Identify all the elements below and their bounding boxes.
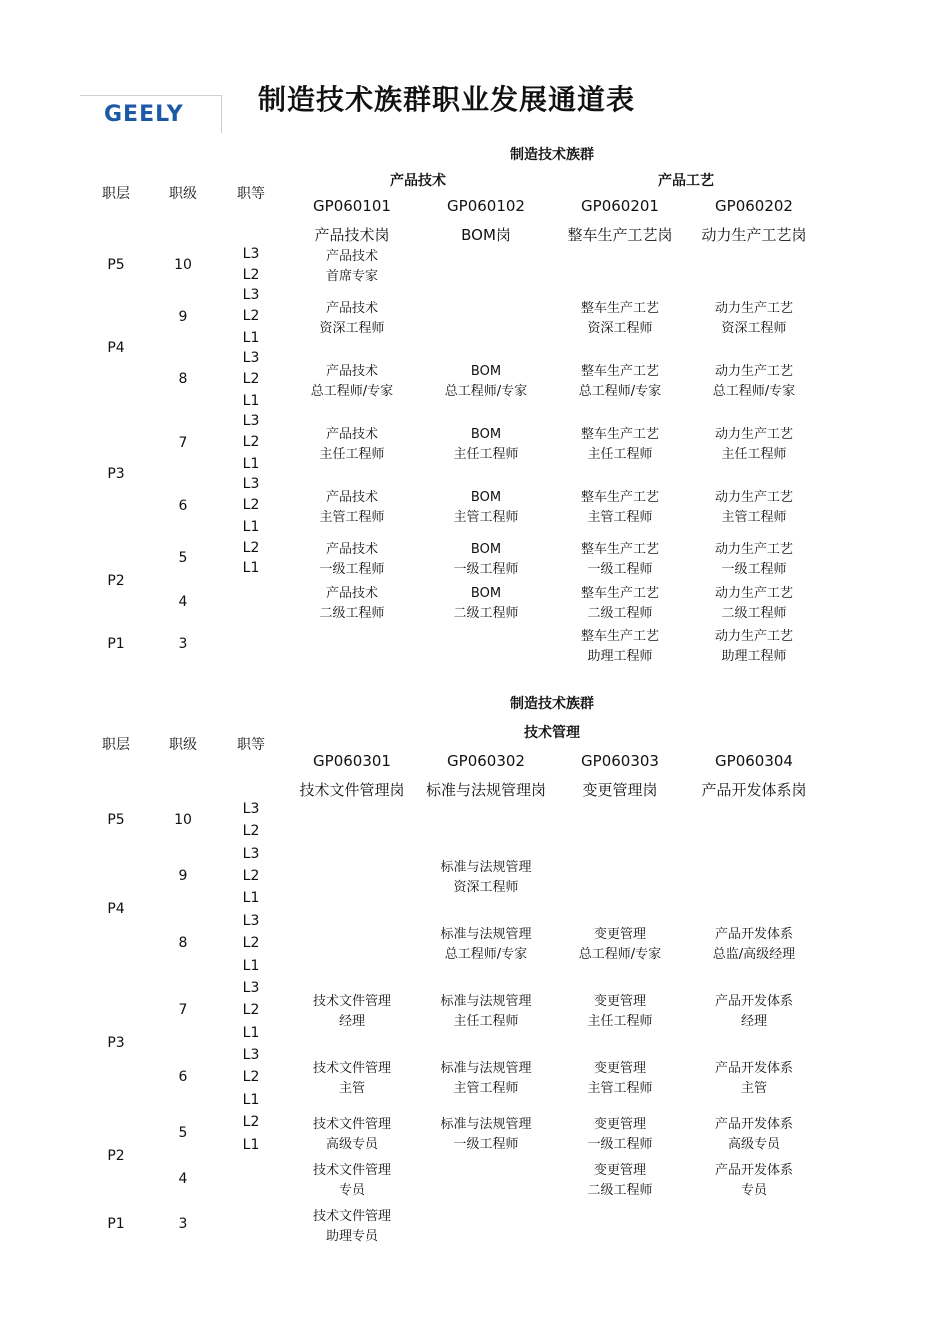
grade-label: 7 [178, 1002, 188, 1018]
career-cell: 整车生产工艺 二级工程师 [580, 586, 660, 621]
post-name: 变更管理岗 [582, 781, 658, 799]
rank-label: L2 [242, 434, 260, 450]
post-name: 产品技术岗 [314, 226, 390, 244]
post-name: 产品开发体系岗 [701, 781, 807, 799]
career-cell: BOM 一级工程师 [453, 542, 519, 577]
post-name: 整车生产工艺岗 [567, 226, 673, 244]
family-heading: 制造技术族群 [510, 696, 594, 712]
rank-label: L3 [242, 980, 260, 996]
rank-label: L1 [242, 560, 260, 576]
layer-label: P4 [107, 340, 125, 356]
grade-label: 5 [178, 550, 188, 566]
rank-label: L3 [242, 287, 260, 303]
grade-label: 4 [178, 1171, 188, 1187]
grade-label: 6 [178, 1069, 188, 1085]
rank-label: L2 [242, 868, 260, 884]
grade-label: 8 [178, 371, 188, 387]
rank-label: L3 [242, 246, 260, 262]
career-cell: 技术文件管理 专员 [312, 1163, 392, 1198]
job-code: GP060102 [447, 197, 525, 215]
career-cell: BOM 主任工程师 [453, 427, 519, 462]
job-code: GP060101 [313, 197, 391, 215]
rank-label: L3 [242, 913, 260, 929]
career-cell: 技术文件管理 高级专员 [312, 1117, 392, 1152]
career-cell: 动力生产工艺 助理工程师 [714, 629, 794, 664]
career-cell: 动力生产工艺 一级工程师 [714, 542, 794, 577]
career-cell: BOM 二级工程师 [453, 586, 519, 621]
grade-label: 9 [178, 868, 188, 884]
career-cell: 整车生产工艺 总工程师/专家 [578, 364, 662, 399]
rank-label: L2 [242, 540, 260, 556]
rank-label: L2 [242, 935, 260, 951]
career-cell: 标准与法规管理 资深工程师 [440, 860, 532, 895]
rank-label: L2 [242, 371, 260, 387]
layer-label: P5 [107, 812, 125, 828]
career-cell: 动力生产工艺 主任工程师 [714, 427, 794, 462]
post-name: 标准与法规管理岗 [425, 781, 547, 799]
layer-header: 职层 [102, 737, 130, 753]
grade-label: 9 [178, 309, 188, 325]
career-cell: 标准与法规管理 总工程师/专家 [440, 927, 532, 962]
layer-label: P1 [107, 636, 125, 652]
career-cell: 标准与法规管理 主管工程师 [440, 1061, 532, 1096]
group-heading: 技术管理 [524, 725, 580, 741]
career-cell: 变更管理 总工程师/专家 [578, 927, 662, 962]
career-cell: 产品技术 资深工程师 [319, 301, 385, 336]
post-name: 动力生产工艺岗 [701, 226, 807, 244]
rank-label: L1 [242, 393, 260, 409]
career-cell: 整车生产工艺 助理工程师 [580, 629, 660, 664]
career-cell: 整车生产工艺 主任工程师 [580, 427, 660, 462]
rank-label: L2 [242, 308, 260, 324]
career-cell: 技术文件管理 经理 [312, 994, 392, 1029]
career-cell: 动力生产工艺 主管工程师 [714, 490, 794, 525]
job-code: GP060302 [447, 752, 525, 770]
career-cell: 产品开发体系 高级专员 [714, 1117, 794, 1152]
rank-label: L1 [242, 1092, 260, 1108]
rank-label: L2 [242, 1002, 260, 1018]
career-cell: BOM 总工程师/专家 [444, 364, 528, 399]
rank-header: 职等 [237, 186, 265, 202]
career-cell: 动力生产工艺 总工程师/专家 [712, 364, 796, 399]
job-code: GP060304 [715, 752, 793, 770]
career-cell: 产品技术 首席专家 [325, 249, 379, 284]
rank-label: L1 [242, 519, 260, 535]
layer-label: P2 [107, 573, 125, 589]
rank-label: L2 [242, 497, 260, 513]
rank-label: L2 [242, 1069, 260, 1085]
career-cell: 技术文件管理 助理专员 [312, 1209, 392, 1244]
rank-label: L1 [242, 1137, 260, 1153]
page-title: 制造技术族群职业发展通道表 [258, 83, 636, 116]
grade-label: 7 [178, 435, 188, 451]
layer-label: P2 [107, 1148, 125, 1164]
job-code: GP060202 [715, 197, 793, 215]
career-cell: 标准与法规管理 一级工程师 [440, 1117, 532, 1152]
layer-label: P3 [107, 1035, 125, 1051]
grade-label: 3 [178, 1216, 188, 1232]
career-cell: 动力生产工艺 资深工程师 [714, 301, 794, 336]
career-cell: 产品技术 一级工程师 [319, 542, 385, 577]
rank-label: L2 [242, 1114, 260, 1130]
career-cell: 动力生产工艺 二级工程师 [714, 586, 794, 621]
career-cell: 产品技术 总工程师/专家 [310, 364, 394, 399]
rank-label: L3 [242, 476, 260, 492]
grade-label: 10 [174, 812, 192, 828]
group-heading: 产品技术 [390, 173, 446, 189]
layer-label: P3 [107, 466, 125, 482]
layer-label: P1 [107, 1216, 125, 1232]
career-cell: 产品开发体系 经理 [714, 994, 794, 1029]
rank-label: L2 [242, 823, 260, 839]
job-code: GP060301 [313, 752, 391, 770]
rank-label: L3 [242, 846, 260, 862]
job-code: GP060303 [581, 752, 659, 770]
career-cell: 整车生产工艺 一级工程师 [580, 542, 660, 577]
post-name: 技术文件管理岗 [299, 781, 405, 799]
career-cell: 产品技术 主管工程师 [319, 490, 385, 525]
career-cell: BOM 主管工程师 [453, 490, 519, 525]
rank-label: L1 [242, 1025, 260, 1041]
rank-label: L3 [242, 801, 260, 817]
rank-label: L1 [242, 330, 260, 346]
career-cell: 标准与法规管理 主任工程师 [440, 994, 532, 1029]
career-cell: 产品开发体系 专员 [714, 1163, 794, 1198]
career-cell: 产品开发体系 主管 [714, 1061, 794, 1096]
career-cell: 技术文件管理 主管 [312, 1061, 392, 1096]
career-cell: 变更管理 二级工程师 [587, 1163, 653, 1198]
family-heading: 制造技术族群 [510, 147, 594, 163]
layer-label: P4 [107, 901, 125, 917]
rank-label: L3 [242, 350, 260, 366]
grade-header: 职级 [169, 737, 197, 753]
grade-label: 8 [178, 935, 188, 951]
layer-header: 职层 [102, 186, 130, 202]
career-cell: 整车生产工艺 资深工程师 [580, 301, 660, 336]
career-cell: 产品技术 二级工程师 [319, 586, 385, 621]
rank-label: L1 [242, 890, 260, 906]
layer-label: P5 [107, 257, 125, 273]
career-cell: 产品开发体系 总监/高级经理 [712, 927, 796, 962]
rank-label: L3 [242, 1047, 260, 1063]
post-name: BOM岗 [461, 226, 511, 244]
career-cell: 变更管理 主任工程师 [587, 994, 653, 1029]
career-cell: 整车生产工艺 主管工程师 [580, 490, 660, 525]
grade-label: 6 [178, 498, 188, 514]
career-cell: 产品技术 主任工程师 [319, 427, 385, 462]
group-heading: 产品工艺 [658, 173, 714, 189]
rank-header: 职等 [237, 737, 265, 753]
geely-logo: GEELY [104, 102, 184, 127]
grade-label: 4 [178, 594, 188, 610]
grade-header: 职级 [169, 186, 197, 202]
career-cell: 变更管理 主管工程师 [587, 1061, 653, 1096]
rank-label: L2 [242, 267, 260, 283]
rank-label: L1 [242, 456, 260, 472]
grade-label: 3 [178, 636, 188, 652]
grade-label: 10 [174, 257, 192, 273]
grade-label: 5 [178, 1125, 188, 1141]
rank-label: L3 [242, 413, 260, 429]
rank-label: L1 [242, 958, 260, 974]
career-cell: 变更管理 一级工程师 [587, 1117, 653, 1152]
job-code: GP060201 [581, 197, 659, 215]
